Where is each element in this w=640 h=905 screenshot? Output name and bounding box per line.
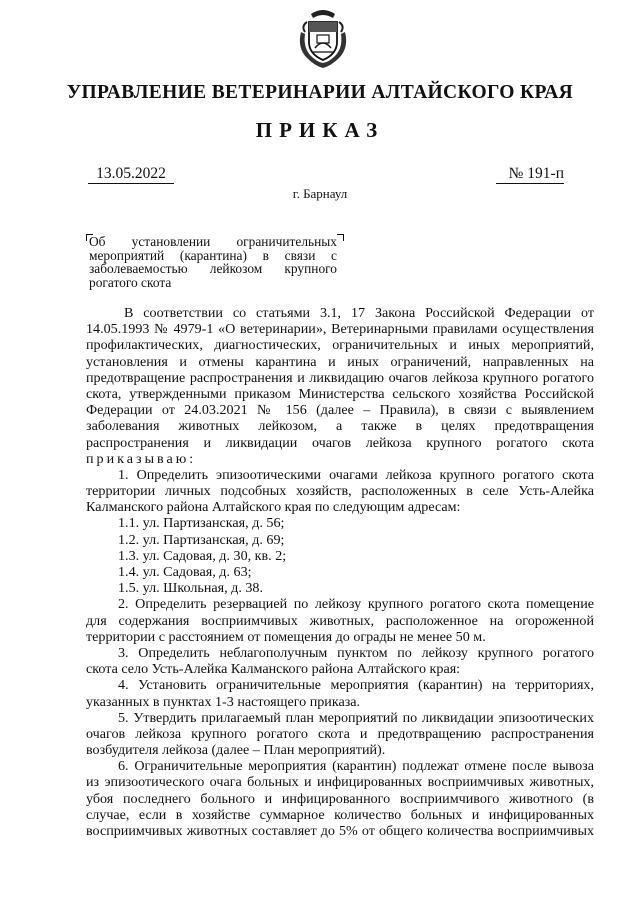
body-line: Федерации от 24.03.2021 № 156 (далее – Правила), в связи с выявлением (86, 402, 594, 419)
subject-line: мероприятий (карантина) в связи с (89, 247, 337, 263)
decree-word: приказываю: (86, 450, 197, 467)
address-item: 1.2. ул. Партизанская, д. 69; (118, 531, 285, 548)
organization-name: УПРАВЛЕНИЕ ВЕТЕРИНАРИИ АЛТАЙСКОГО КРАЯ (66, 82, 574, 103)
order-number: № 191-п (496, 164, 564, 184)
body-line: возбудителя лейкоза (далее – План мероприятий). (86, 742, 386, 759)
body-line: случае, если в хозяйстве суммарное количество больных и инфицированных (86, 806, 594, 823)
body-line: территории с расстоянием от помещения до ограды не менее 50 м. (86, 628, 486, 645)
order-date: 13.05.2022 (88, 164, 174, 184)
subject-line: заболеваемостью лейкозом крупного (89, 261, 337, 276)
body-line: убоя последнего больного и инфицированного восприимчивого животного (в (86, 790, 594, 807)
body-line: профилактических, диагностических, ограничительных и иных мероприятий, (86, 337, 594, 354)
order-subject (89, 235, 337, 289)
body-line: распространения и ликвидации очагов лейкоза крупного рогатого скота (86, 434, 594, 451)
address-item: 1.5. ул. Школьная, д. 38. (118, 580, 264, 597)
body-line: 1. Определить эпизоотическими очагами лейкоза крупного рогатого скота (118, 466, 594, 483)
body-line: Калманского района Алтайского края по следующим адресам: (86, 499, 461, 516)
body-line: 4. Установить ограничительные мероприятия (карантин) на территориях, (118, 677, 594, 694)
body-line: предотвращение распространения и ликвидацию очагов лейкоза крупного рогатого (86, 369, 594, 386)
body-line: 6. Ограничительные мероприятия (карантин) подлежат отмене после вывоза (118, 758, 594, 775)
subject-line: Об установлении ограничительных (89, 234, 337, 249)
body-line: для содержания восприимчивых животных, расположенное на огороженной (86, 612, 594, 629)
body-line: установления и отмены карантина и иных ограничений, направленных на (86, 353, 594, 370)
body-line: скота, утвержденными приказом Министерства сельского хозяйства Российской (86, 385, 594, 402)
body-line: заболевания животных лейкозом, а также в целях предотвращения (86, 418, 594, 435)
city-line: г. Барнаул (292, 186, 348, 201)
subject-bracket-right (337, 234, 344, 241)
body-line: территории личных подсобных хозяйств, расположенных в селе Усть-Алейка (86, 483, 594, 500)
body-line: восприимчивых животных составляет до 5% от общего количества восприимчивых (86, 823, 594, 839)
body-line: 2. Определить резервацией по лейкозу крупного рогатого скота помещение (118, 596, 594, 613)
body-line: указанных в пунктах 1-3 настоящего приказа. (86, 693, 361, 710)
address-item: 1.1. ул. Партизанская, д. 56; (118, 515, 285, 532)
body-line: из эпизоотического очага больных и инфицированных восприимчивых животных, (86, 774, 594, 791)
address-item: 1.3. ул. Садовая, д. 30, кв. 2; (118, 547, 287, 564)
altai-krai-coat-of-arms-icon (297, 8, 349, 70)
body-line: очагов лейкоза крупного рогатого скота и предотвращению распространения (86, 725, 594, 742)
body-line: 3. Определить неблагополучным пунктом по лейкозу крупного рогатого (118, 644, 594, 661)
body-line: скота село Усть-Алейка Калманского района Алтайского края: (86, 661, 461, 678)
body-line: 14.05.1993 № 4979-1 «О ветеринарии», Ветеринарными правилами осуществления (86, 321, 594, 338)
body-line: В соответствии со статьями 3.1, 17 Закона Российской Федерации от (124, 305, 594, 321)
subject-line: рогатого скота (89, 274, 172, 290)
address-item: 1.4. ул. Садовая, д. 63; (118, 564, 252, 580)
order-body (86, 305, 594, 839)
document-type-title: ПРИКАЗ (255, 118, 385, 142)
body-line: 5. Утвердить прилагаемый план мероприятий по ликвидации эпизоотических (118, 709, 594, 726)
